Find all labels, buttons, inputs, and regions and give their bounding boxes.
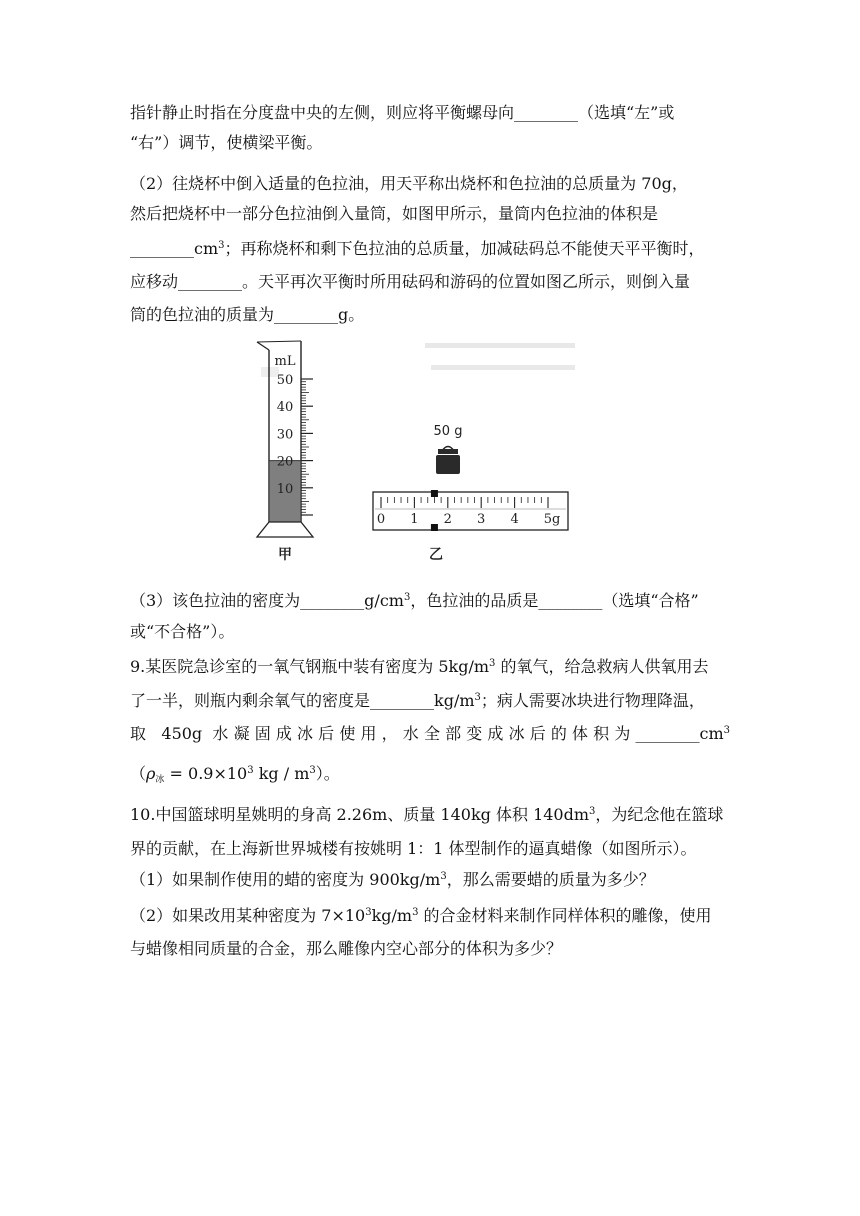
rho-subscript: 冰: [155, 775, 165, 785]
text-segment: ，为纪念他在篮球: [595, 805, 724, 824]
text-line-2: “右”）调节，使横梁平衡。: [130, 133, 323, 152]
text-line-15: 界的贡献，在上海新世界城楼有按姚明 1：1 体型制作的逼真蜡像（如图所示）。: [130, 839, 697, 858]
superscript: 3: [218, 240, 225, 251]
superscript: 3: [723, 725, 730, 736]
bleed-through-background: [261, 343, 575, 377]
formula-line: [130, 762, 730, 792]
cylinder-tick-label: 10: [276, 481, 294, 497]
cylinder-caption: 甲: [278, 547, 292, 563]
superscript: 3: [589, 806, 596, 817]
superscript: 3: [247, 765, 254, 776]
text-segment: 了一半，则瓶内剩余氧气的密度是________kg/m: [130, 691, 475, 710]
text-line-16: [130, 868, 730, 892]
superscript: 3: [474, 692, 481, 703]
text-segment: 的氧气，给急救病人供氧用去: [495, 657, 709, 676]
text-line-7: 筒的色拉油的质量为________g。: [130, 305, 365, 324]
scale-tick-label: 0: [376, 512, 386, 527]
formula-unit: kg / m: [253, 764, 310, 783]
superscript: 3: [403, 592, 411, 603]
cylinder-tick-label: 50: [276, 373, 294, 388]
text-segment: ；病人需要冰块进行物理降温，: [480, 691, 705, 710]
weight-label: 50 g: [433, 424, 463, 439]
text-line-18: 与蜡像相同质量的合金，那么雕像内空心部分的体积为多少？: [130, 939, 563, 958]
cylinder-tick-label: 40: [276, 400, 294, 416]
text-line-9: 或“不合格”）。: [130, 622, 235, 641]
text-line-8: [130, 589, 730, 613]
text-line-3: （2）往烧杯中倒入适量的色拉油，用天平称出烧杯和色拉油的总质量为 70g，: [130, 174, 688, 193]
text-segment: 取 450g 水凝固成冰后使用，水全部变成冰后的体积为________cm: [130, 724, 724, 743]
weight-body: [436, 455, 460, 474]
text-line-14: [130, 803, 730, 827]
rider-marker-top: [431, 490, 438, 497]
text-line-10: [130, 655, 730, 679]
scale-caption: 乙: [429, 547, 443, 563]
text-line-1: 指针静止时指在分度盘中央的左侧，则应将平衡螺母向________（选填“左”或: [130, 103, 675, 122]
text-segment: 的合金材料来制作同样体积的雕像，使用: [418, 906, 712, 925]
text-segment: 9.某医院急诊室的一氧气钢瓶中装有密度为 5kg/m: [130, 657, 490, 676]
weight-50g: [434, 424, 463, 474]
text-segment: kg/m: [371, 906, 413, 925]
superscript: 3: [365, 907, 372, 918]
text-segment: （2）如果改用某种密度为 7×10: [130, 906, 366, 925]
text-segment: ________cm: [130, 239, 219, 258]
formula-value: = 0.9×10: [164, 764, 248, 783]
superscript: 3: [412, 907, 419, 918]
superscript: 3: [440, 871, 447, 882]
cylinder-unit-label: mL: [274, 354, 296, 369]
text-line-11: [130, 689, 730, 713]
scale-frame: [373, 492, 568, 530]
scale-tick-label: 1: [410, 512, 419, 527]
text-segment: （1）如果制作使用的蜡的密度为 900kg/m: [130, 870, 441, 889]
paren-close: ）。: [315, 764, 340, 783]
superscript: 3: [309, 765, 316, 776]
beam-scale: [373, 490, 568, 563]
paren-open: （: [130, 764, 147, 783]
weight-top: [438, 449, 458, 454]
scale-tick-label: 5g: [543, 512, 561, 527]
text-line-17: [130, 904, 730, 928]
superscript: 3: [489, 658, 496, 669]
rho-symbol: ρ: [146, 764, 156, 783]
cylinder-tick-marks: [301, 379, 313, 515]
rider-marker-bottom: [431, 524, 438, 531]
scale-tick-label: 2: [443, 512, 452, 527]
scale-tick-label: 4: [510, 512, 519, 527]
text-segment: 10.中国篮球明星姚明的身高 2.26m、质量 140kg 体积 140dm: [130, 805, 590, 824]
text-segment: ；再称烧杯和剩下色拉油的总质量，加减砝码总不能使天平平衡时，: [224, 239, 705, 258]
text-line-12: [130, 722, 730, 746]
scale-tick-label: 3: [477, 512, 486, 527]
cylinder-tick-label: 30: [276, 427, 294, 443]
text-segment: ，色拉油的品质是________（选填“合格”: [410, 591, 699, 610]
experiment-figure: [255, 337, 585, 572]
cylinder-tick-label: 20: [276, 454, 294, 470]
text-line-5: [130, 237, 730, 261]
text-segment: （3）该色拉油的密度为________g/cm: [130, 591, 404, 610]
text-segment: ，那么需要蜡的质量为多少？: [446, 870, 655, 889]
text-line-4: 然后把烧杯中一部分色拉油倒入量筒，如图甲所示，量筒内色拉油的体积是: [130, 204, 659, 223]
text-line-6: 应移动________。天平再次平衡时所用砝码和游码的位置如图乙所示，则倒入量: [130, 272, 691, 291]
